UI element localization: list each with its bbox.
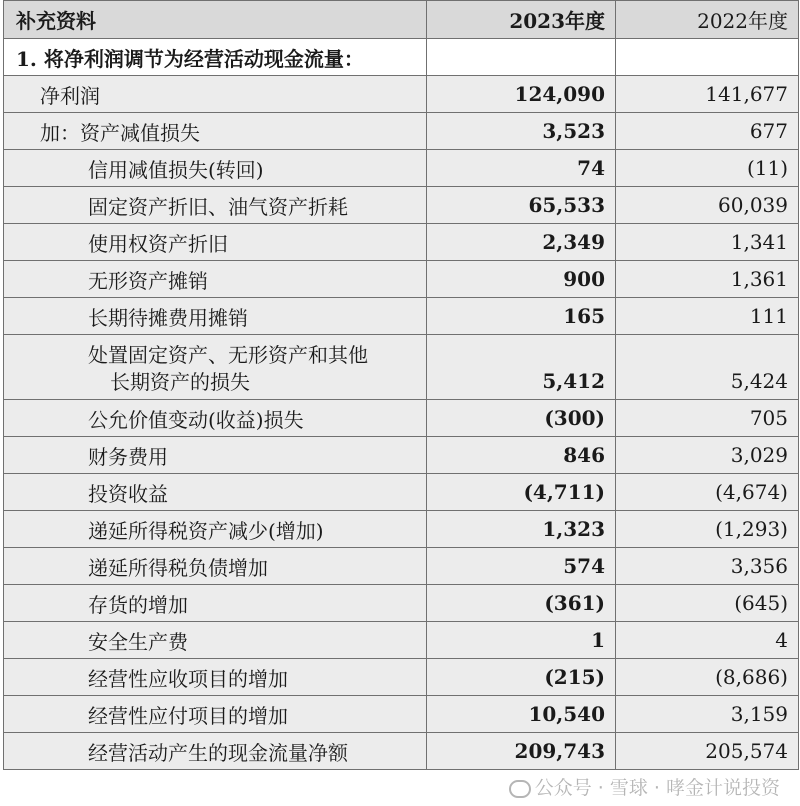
row-value-2022: 3,356 xyxy=(616,548,799,585)
row-label: 加：资产减值损失 xyxy=(4,113,427,150)
table-row xyxy=(4,187,799,224)
table-row xyxy=(4,474,799,511)
row-value-2023: 209,743 xyxy=(427,733,616,770)
row-label: 信用减值损失(转回) xyxy=(4,150,427,187)
row-value-2023: 846 xyxy=(427,437,616,474)
section-title-row xyxy=(4,39,799,76)
row-value-2023: 1 xyxy=(427,622,616,659)
row-value-2022: 1,341 xyxy=(616,224,799,261)
table-row xyxy=(4,548,799,585)
section-title: 1. 将净利润调节为经营活动现金流量： xyxy=(4,39,427,76)
row-label xyxy=(4,335,427,400)
row-value-2023: 165 xyxy=(427,298,616,335)
row-value-2023: (300) xyxy=(427,400,616,437)
row-label: 安全生产费 xyxy=(4,622,427,659)
row-value-2023: (4,711) xyxy=(427,474,616,511)
row-value-2023: 3,523 xyxy=(427,113,616,150)
row-value-2022: (8,686) xyxy=(616,659,799,696)
table-row xyxy=(4,437,799,474)
watermark-text: 公众号 · 雪球 · 哮金计说投资 xyxy=(534,777,780,799)
row-label: 投资收益 xyxy=(4,474,427,511)
row-label: 递延所得税资产减少(增加) xyxy=(4,511,427,548)
row-value-2022: 705 xyxy=(616,400,799,437)
row-value-2023: 1,323 xyxy=(427,511,616,548)
table-row xyxy=(4,400,799,437)
row-value-2023: 74 xyxy=(427,150,616,187)
row-value-2022: 1,361 xyxy=(616,261,799,298)
row-value-2022: 3,029 xyxy=(616,437,799,474)
row-label-line1: 处置固定资产、无形资产和其他 xyxy=(88,343,368,367)
row-value-2022: (11) xyxy=(616,150,799,187)
table-row xyxy=(4,261,799,298)
table-row xyxy=(4,585,799,622)
table-row xyxy=(4,659,799,696)
row-value-2023: 5,412 xyxy=(427,335,616,400)
row-value-2023: (361) xyxy=(427,585,616,622)
table-header-row xyxy=(4,1,799,39)
row-value-2022: 5,424 xyxy=(616,335,799,400)
table-row xyxy=(4,113,799,150)
header-label: 补充资料 xyxy=(4,1,427,39)
row-label-line2: 长期资产的损失 xyxy=(110,370,250,394)
row-value-2022: (4,674) xyxy=(616,474,799,511)
table-row xyxy=(4,335,799,400)
table-row xyxy=(4,733,799,770)
row-label: 净利润 xyxy=(4,76,427,113)
row-label: 递延所得税负债增加 xyxy=(4,548,427,585)
watermark xyxy=(509,773,780,800)
row-value-2022: (1,293) xyxy=(616,511,799,548)
header-2022: 2022年度 xyxy=(616,1,799,39)
row-value-2022: 141,677 xyxy=(616,76,799,113)
row-value-2022: (645) xyxy=(616,585,799,622)
row-value-2022: 205,574 xyxy=(616,733,799,770)
row-value-2023: (215) xyxy=(427,659,616,696)
row-value-2023: 900 xyxy=(427,261,616,298)
row-label: 财务费用 xyxy=(4,437,427,474)
table-row xyxy=(4,298,799,335)
row-value-2023: 65,533 xyxy=(427,187,616,224)
table-row xyxy=(4,696,799,733)
table-row xyxy=(4,224,799,261)
table-row xyxy=(4,511,799,548)
row-value-2022: 3,159 xyxy=(616,696,799,733)
row-label: 经营性应付项目的增加 xyxy=(4,696,427,733)
row-value-2022: 4 xyxy=(616,622,799,659)
cash-flow-reconciliation-table xyxy=(3,0,799,770)
wechat-icon xyxy=(509,780,531,798)
row-label: 固定资产折旧、油气资产折耗 xyxy=(4,187,427,224)
table-row xyxy=(4,622,799,659)
table-row xyxy=(4,150,799,187)
header-2023: 2023年度 xyxy=(427,1,616,39)
row-value-2023: 124,090 xyxy=(427,76,616,113)
row-label: 存货的增加 xyxy=(4,585,427,622)
row-label: 经营活动产生的现金流量净额 xyxy=(4,733,427,770)
row-label: 公允价值变动(收益)损失 xyxy=(4,400,427,437)
row-value-2022: 677 xyxy=(616,113,799,150)
row-label: 经营性应收项目的增加 xyxy=(4,659,427,696)
row-value-2023: 10,540 xyxy=(427,696,616,733)
row-value-2023: 2,349 xyxy=(427,224,616,261)
table-row xyxy=(4,76,799,113)
row-label: 使用权资产折旧 xyxy=(4,224,427,261)
row-value-2022: 60,039 xyxy=(616,187,799,224)
row-value-2023: 574 xyxy=(427,548,616,585)
row-label: 无形资产摊销 xyxy=(4,261,427,298)
row-value-2022: 111 xyxy=(616,298,799,335)
row-label: 长期待摊费用摊销 xyxy=(4,298,427,335)
